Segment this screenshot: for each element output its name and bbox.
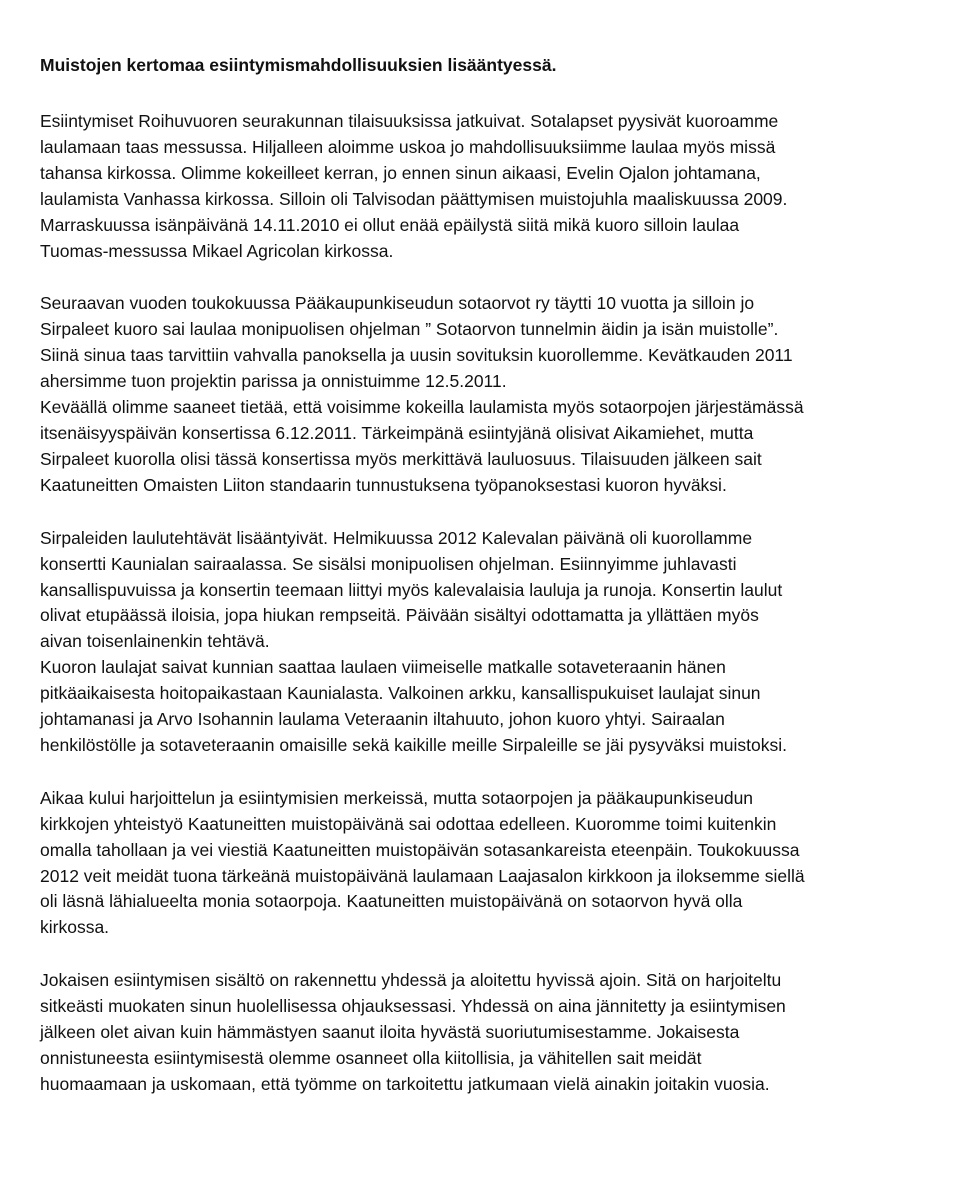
document-title: Muistojen kertomaa esiintymismahdollisuuksien lisääntyessä. xyxy=(40,55,557,75)
text-line: Esiintymiset Roihuvuoren seurakunnan tilaisuuksissa jatkuivat. Sotalapset pyysivät kuoroamme xyxy=(40,111,779,131)
text-line: Kuoron laulajat saivat kunnian saattaa laulaen viimeiselle matkalle sotaveteraanin hänen xyxy=(40,657,726,678)
text-line: Kaatuneitten Omaisten Liiton standaarin tunnustuksena työpanoksestasi kuoron hyväksi. xyxy=(40,474,727,495)
text-line: tahansa kirkossa. Olimme kokeilleet kerran, jo ennen sinun aikaasi, Evelin Ojalon johtamana, xyxy=(40,162,761,183)
text-line: itsenäisyyspäivän konsertissa 6.12.2011. Tärkeimpänä esiintyjänä olisivat Aikamiehet, mutta xyxy=(40,422,754,443)
paragraph-2 xyxy=(40,291,945,498)
text-line: laulamista Vanhassa kirkossa. Silloin oli Talvisodan päättymisen muistojuhla maaliskuussa 2009. xyxy=(40,188,788,209)
text-line: Seuraavan vuoden toukokuussa Pääkaupunkiseudun sotaorvot ry täytti 10 vuotta ja silloin jo xyxy=(40,293,755,314)
text-line: johtamanasi ja Arvo Isohannin laulama Veteraanin iltahuuto, johon kuoro yhtyi. Sairaalan xyxy=(40,709,725,730)
text-line: omalla tahollaan ja vei viestiä Kaatuneitten muistopäivän sotasankareista eteenpäin. Toukokuussa xyxy=(40,839,800,860)
text-line: Siinä sinua taas tarvittiin vahvalla panoksella ja uusin sovituksin kuorollemme. Kevätkauden 2011 xyxy=(40,345,793,366)
text-line: konsertti Kaunialan sairaalassa. Se sisälsi monipuolisen ohjelman. Esiinnyimme juhlavasti xyxy=(40,553,737,574)
text-line: aivan toisenlainenkin tehtävä. xyxy=(40,631,270,652)
paragraph-1 xyxy=(40,109,945,264)
text-line: kansallispuvuissa ja konsertin teemaan liittyi myös kalevalaisia lauluja ja runoja. Konsertin laulut xyxy=(40,579,783,600)
text-line: Sirpaleiden laulutehtävät lisääntyivät. Helmikuussa 2012 Kalevalan päivänä oli kuorollamme xyxy=(40,527,753,548)
text-line: oli läsnä lähialueelta monia sotaorpoja. Kaatuneitten muistopäivänä on sotaorvon hyvä olla xyxy=(40,891,743,912)
text-line: laulamaan taas messussa. Hiljalleen aloimme uskoa jo mahdollisuuksiimme laulaa myös missä xyxy=(40,136,776,157)
text-line: onnistuneesta esiintymisestä olemme osanneet olla kiitollisia, ja vähitellen sait meidät xyxy=(40,1048,702,1068)
paragraph-5 xyxy=(40,968,945,1098)
text-line: Aikaa kului harjoittelun ja esiintymisien merkeissä, mutta sotaorpojen ja pääkaupunkiseudun xyxy=(40,787,754,808)
paragraph-3 xyxy=(40,526,945,759)
paragraph-4 xyxy=(40,786,945,941)
text-line: henkilöstölle ja sotaveteraanin omaisille sekä kaikille meille Sirpaleille se jäi pysyväksi muistoksi. xyxy=(40,734,787,755)
text-line: Marraskuussa isänpäivänä 14.11.2010 ei ollut enää epäilystä siitä mikä kuoro silloin laulaa xyxy=(40,214,740,235)
document-page xyxy=(40,52,945,1125)
text-line: Tuomas-messussa Mikael Agricolan kirkossa. xyxy=(40,240,394,261)
text-line: Sirpaleet kuoro sai laulaa monipuolisen ohjelman ” Sotaorvon tunnelmin äidin ja isän muistolle”. xyxy=(40,319,779,340)
text-line: jälkeen olet aivan kuin hämmästyen saanut iloita hyvästä suoriutumisestamme. Jokaisesta xyxy=(40,1022,740,1043)
text-line: 2012 veit meidät tuona tärkeänä muistopäivänä laulamaan Laajasalon kirkkoon ja iloksemme siellä xyxy=(40,865,805,886)
text-line: olivat etupäässä iloisia, jopa hiukan rempseitä. Päivään sisältyi odottamatta ja yllättäen myös xyxy=(40,605,759,626)
text-line: sitkeästi muokaten sinun huolellisessa ohjauksessasi. Yhdessä on aina jännitetty ja esiintymisen xyxy=(40,996,786,1017)
text-line: pitkäaikaisesta hoitopaikastaan Kaunialasta. Valkoinen arkku, kansallispukuiset laulajat sinun xyxy=(40,683,761,704)
text-line: kirkossa. xyxy=(40,917,110,938)
text-line: Keväällä olimme saaneet tietää, että voisimme kokeilla laulamista myös sotaorpojen järjestämässä xyxy=(40,397,804,418)
text-line: Jokaisen esiintymisen sisältö on rakennettu yhdessä ja aloitettu hyvissä ajoin. Sitä on harjoiteltu xyxy=(40,970,782,991)
text-line: Sirpaleet kuorolla olisi tässä konsertissa myös merkittävä lauluosuus. Tilaisuuden jälkeen sait xyxy=(40,448,762,469)
text-line: kirkkojen yhteistyö Kaatuneitten muistopäivänä sai odottaa edelleen. Kuoromme toimi kuitenkin xyxy=(40,813,777,834)
text-line: huomaamaan ja uskomaan, että työmme on tarkoitettu jatkumaan vielä ainakin joitakin vuosia. xyxy=(40,1073,770,1094)
text-line: ahersimme tuon projektin parissa ja onnistuimme 12.5.2011. xyxy=(40,371,507,392)
